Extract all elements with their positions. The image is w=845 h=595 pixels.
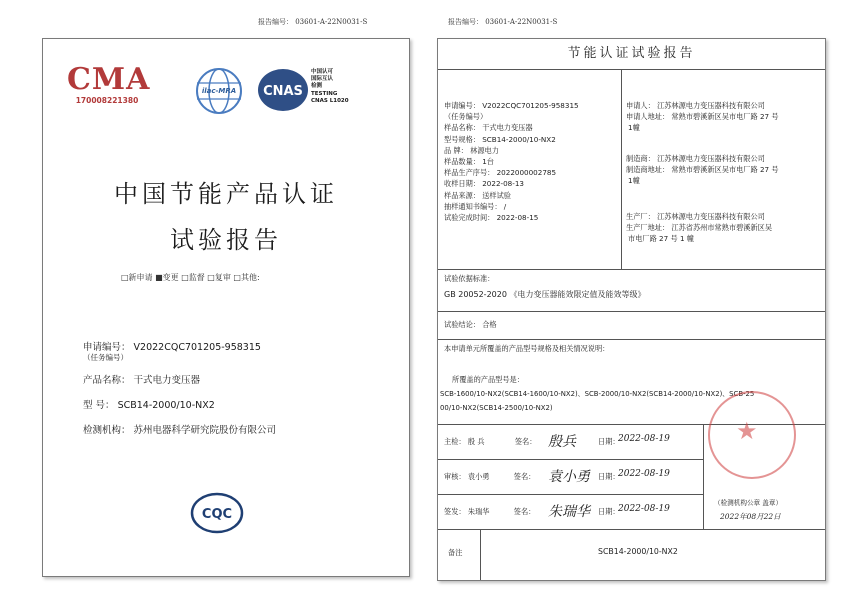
sample-info-row: 型号规格： SCB14-2000/10-NX2 xyxy=(444,134,556,144)
cnas-caption-line: CNAS L1020 xyxy=(311,97,349,104)
info-divider xyxy=(621,69,622,269)
divider-line xyxy=(438,339,825,340)
factory-row: 市电厂路 27 号 1 幢 xyxy=(628,234,694,244)
seal-divider xyxy=(703,424,704,529)
field-label: 产品名称： xyxy=(83,375,131,386)
manufacturer-row: 制造商地址： 常熟市碧溪新区吴市电厂路 27 号 xyxy=(626,165,779,175)
ilac-mra-label: ilac-MRA xyxy=(201,87,237,95)
certificate-cover-page xyxy=(42,38,410,577)
covered-models-label: 所覆盖的产品型号是： xyxy=(452,375,524,384)
sample-info-row: 样品来源： 送样试验 xyxy=(444,190,511,200)
divider-line xyxy=(438,459,703,460)
cnas-caption-line: 检测 xyxy=(311,83,323,90)
manufacturer-info xyxy=(626,153,779,187)
date-label: 日期： xyxy=(598,472,620,481)
field-label: 申请编号： xyxy=(83,342,131,353)
covered-models-line2: 00/10-NX2(SCB14-2500/10-NX2) xyxy=(440,404,553,412)
sample-info-list xyxy=(444,100,579,223)
sample-info-row: 样品生产序号： 2022000002785 xyxy=(444,168,557,178)
application-type-checkboxes: □新申请 ■变更 □监督 □复审 □其他: xyxy=(121,273,260,282)
field-value: SCB14-2000/10-NX2 xyxy=(117,400,215,411)
field-value: 苏州电器科学研究院股份有限公司 xyxy=(133,425,277,436)
sign-row-inspector xyxy=(444,436,536,447)
field-label: 型 号： xyxy=(83,400,115,411)
field-label: 检测机构： xyxy=(83,425,131,436)
cnas-caption-line: 国际互认 xyxy=(311,76,334,83)
cnas-caption xyxy=(311,69,349,105)
field-testing-body xyxy=(83,422,276,436)
sign-role: 签发： xyxy=(444,507,466,516)
cnas-mark: CNAS xyxy=(263,84,303,99)
applicant-row: 1幢 xyxy=(628,123,640,133)
sign-name: 殷 兵 xyxy=(467,437,485,446)
coverage-note: 本申请单元所覆盖的产品型号规格及相关情况说明： xyxy=(444,344,610,353)
cover-title-line2: 试验报告 xyxy=(170,226,282,254)
date-issuer: 2022-08-19 xyxy=(618,504,670,514)
report-table-title: 节能认证试验报告 xyxy=(438,39,825,70)
seal-star-icon: ★ xyxy=(736,417,758,445)
sample-info-row: （任务编号） xyxy=(444,112,488,122)
test-conclusion: 试验结论： 合格 xyxy=(444,320,497,329)
right-report-number: 报告编号： 03601-A-22N0031-S xyxy=(448,18,558,26)
cnas-caption-line: TESTING xyxy=(311,90,338,97)
divider-line xyxy=(438,529,825,530)
sign-row-reviewer xyxy=(444,471,535,482)
factory-info xyxy=(626,211,772,245)
sign-label: 签名： xyxy=(513,472,536,481)
divider-line xyxy=(438,269,825,270)
sign-label: 签名： xyxy=(513,507,536,516)
sample-info-row: 试验完成时间： 2022-08-15 xyxy=(444,213,539,223)
remark-divider xyxy=(480,529,481,580)
sign-label: 签名： xyxy=(514,437,537,446)
sign-role: 审核： xyxy=(444,472,466,481)
seal-note: （检测机构公章 盖章） xyxy=(714,499,783,507)
divider-line xyxy=(438,311,825,312)
cqc-logo-icon xyxy=(190,491,244,535)
seal-date: 2022年08月22日 xyxy=(720,512,781,521)
manufacturer-row: 制造商： 江苏林源电力变压器科技有限公司 xyxy=(626,154,765,163)
basis-standard: GB 20052-2020 《电力变压器能效限定值及能效等级》 xyxy=(444,290,646,299)
sign-role: 主检： xyxy=(444,437,466,446)
sample-info-row: 样品名称： 干式电力变压器 xyxy=(444,123,533,133)
cma-mark: CMA xyxy=(67,62,151,97)
field-task-no xyxy=(83,352,128,363)
left-report-number: 报告编号： 03601-A-22N0031-S xyxy=(258,18,368,26)
date-reviewer: 2022-08-19 xyxy=(618,469,670,479)
cnas-caption-line: 中国认可 xyxy=(311,69,334,75)
field-application-no xyxy=(83,339,261,353)
field-model xyxy=(83,397,215,411)
sample-info-row: 收样日期： 2022-08-13 xyxy=(444,179,524,189)
sample-info-row: 申请编号： V2022CQC701205-958315 xyxy=(444,101,579,110)
signature-reviewer: 袁小勇 xyxy=(548,469,590,485)
field-label: （任务编号） xyxy=(83,353,128,362)
sign-name: 袁小勇 xyxy=(467,472,490,481)
factory-row: 生产厂地址： 江苏省苏州市常熟市碧溪新区吴 xyxy=(626,223,773,233)
sample-info-row: 抽样通知书编号： / xyxy=(444,201,507,211)
factory-row: 生产厂： 江苏林源电力变压器科技有限公司 xyxy=(626,212,765,221)
sample-info-row: 样品数量： 1台 xyxy=(444,157,494,167)
field-value: 干式电力变压器 xyxy=(133,375,201,386)
cma-number: 170008221380 xyxy=(75,96,139,105)
covered-models-line1: SCB-1600/10-NX2(SCB14-1600/10-NX2)、SCB-2000/10-NX2(SCB14-2000/10-NX2)、SCB-25 xyxy=(440,390,755,398)
signature-inspector: 殷兵 xyxy=(548,434,576,450)
field-value: V2022CQC701205-958315 xyxy=(133,342,261,353)
divider-line xyxy=(438,494,703,495)
manufacturer-row: 1幢 xyxy=(628,176,640,186)
date-label: 日期： xyxy=(598,507,620,516)
applicant-row: 申请人地址： 常熟市碧溪新区吴市电厂路 27 号 xyxy=(626,112,779,122)
basis-label: 试验依据标准： xyxy=(444,274,495,283)
cqc-mark: CQC xyxy=(201,507,233,522)
remark-value: SCB14-2000/10-NX2 xyxy=(598,547,678,556)
cover-title-line1: 中国节能产品认证 xyxy=(114,180,338,208)
applicant-row: 申请人： 江苏林源电力变压器科技有限公司 xyxy=(626,101,765,110)
applicant-info xyxy=(626,100,779,134)
test-report-table-page xyxy=(437,38,826,581)
field-product-name xyxy=(83,372,200,386)
remark-label: 备注 xyxy=(448,548,463,557)
sign-name: 朱瑞华 xyxy=(467,507,490,516)
cma-logo xyxy=(67,62,151,105)
date-inspector: 2022-08-19 xyxy=(618,434,670,444)
date-label: 日期： xyxy=(598,437,620,446)
signature-issuer: 朱瑞华 xyxy=(548,504,590,520)
cnas-logo-icon xyxy=(257,67,309,113)
sign-row-issuer xyxy=(444,506,535,517)
sample-info-row: 品 牌： 林源电力 xyxy=(444,145,499,155)
